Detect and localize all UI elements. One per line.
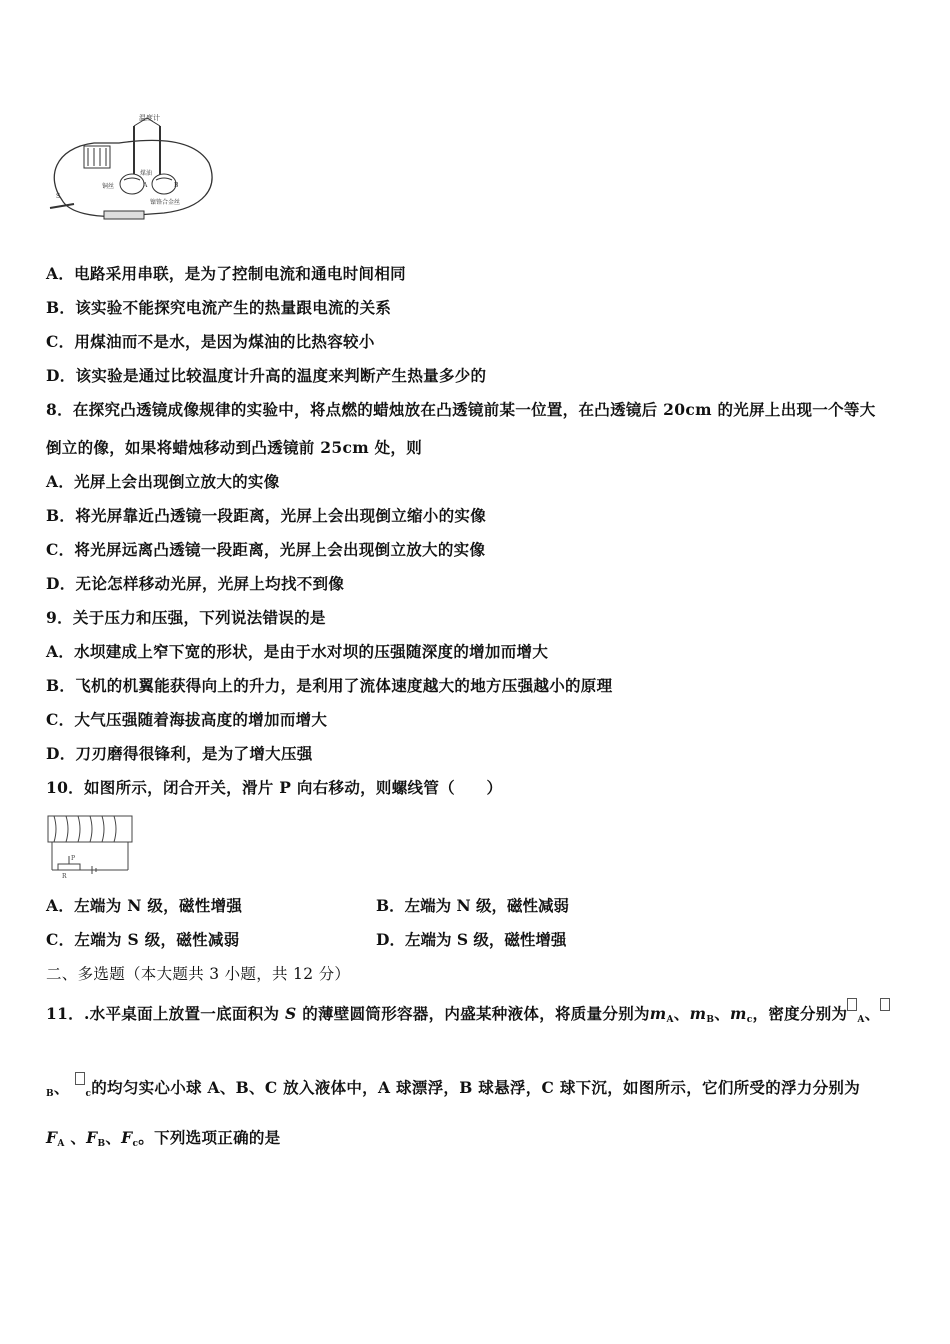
rho-symbol-icon [847,998,857,1011]
solenoid-figure [44,812,139,880]
copper-label: 铜丝 [102,183,115,190]
q8-option-c: C．将光屏远离凸透镜一段距离，光屏上会出现倒立放大的实像 [46,540,486,559]
q11-stem-line3 [46,1126,280,1148]
q9-option-d: D．刀刃磨得很锋利，是为了增大压强 [46,744,313,763]
q11-sub-a: A [57,1139,65,1149]
thermometer-label: 温度计 [139,114,160,122]
q11-var-s: S [284,1004,297,1023]
q11-sub-a: A [666,1015,674,1025]
label-b: B [174,182,179,189]
q11-sub-c: c [746,1015,753,1025]
q7-option-b: B．该实验不能探究电流产生的热量跟电流的关系 [46,298,392,317]
q11-var-m: m [730,1004,747,1023]
q11-text-5: 。下列选项正确的是 [138,1128,281,1147]
q8-stem-line1: 8．在探究凸透镜成像规律的实验中，将点燃的蜡烛放在凸透镜前某一位置，在凸透镜后 20cm 的光屏上出现一个等大 [46,400,876,419]
q11-var-f: F [46,1128,58,1147]
q11-var-f: F [121,1128,133,1147]
q10-stem: 10．如图所示，闭合开关，滑片 P 向右移动，则螺线管（ ） [46,778,503,797]
q11-sub-a: A [857,1015,865,1025]
q9-option-c: C．大气压强随着海拔高度的增加而增大 [46,710,328,729]
q9-option-a: A．水坝建成上窄下宽的形状，是由于水对坝的压强随深度的增加而增大 [46,642,549,661]
q11-var-f: F [86,1128,98,1147]
q11-sub-c: c [85,1089,92,1099]
section-multiple-choice: 二、多选题（本大题共 3 小题，共 12 分） [46,965,351,983]
label-a: A [143,182,148,189]
q11-stem-line2 [46,1076,860,1098]
q11-sub-b: B [97,1139,106,1149]
q11-text-2: 的薄壁圆筒形容器，内盛某种液体，将质量分别为 [302,1004,650,1023]
q7-option-d: D．该实验是通过比较温度计升高的温度来判断产生热量多少的 [46,366,487,385]
q10-option-d: D．左端为 S 级，磁性增强 [376,930,567,949]
label-s: S [56,193,61,200]
q11-text-4: 的均匀实心小球 A、B、C 放入液体中，A 球漂浮，B 球悬浮，C 球下沉，如图所示，它们所受的浮力分别为 [91,1078,861,1097]
q11-sep: 、 [864,1004,881,1023]
q11-var-m: m [689,1004,707,1023]
q11-sep: 、 [70,1128,87,1147]
q9-option-b: B．飞机的机翼能获得向上的升力，是利用了流体速度越大的地方压强越小的原理 [46,676,613,695]
kerosene-label: 煤油 [140,170,153,177]
slider-p-label: P [71,855,76,862]
q11-sep: 、 [105,1128,122,1147]
q10-option-c: C．左端为 S 级，磁性减弱 [46,930,240,949]
q11-sep: 、 [53,1078,70,1097]
q8-option-d: D．无论怎样移动光屏，光屏上均找不到像 [46,574,345,593]
q11-var-m: m [649,1004,667,1023]
q8-stem-line2: 倒立的像，如果将蜡烛移动到凸透镜前 25cm 处，则 [46,438,423,457]
rheostat-r-label: R [62,873,67,880]
q7-option-a: A．电路采用串联，是为了控制电流和通电时间相同 [46,264,406,283]
q11-sep: 、 [714,1004,731,1023]
q9-stem: 9．关于压力和压强，下列说法错误的是 [46,608,326,627]
q10-option-a: A．左端为 N 级，磁性增强 [46,896,243,915]
q11-stem-line1 [46,1002,890,1024]
joule-heating-figure [44,108,224,223]
q10-option-b: B．左端为 N 级，磁性减弱 [376,896,570,915]
q11-sub-c: c [132,1139,139,1149]
q11-sub-b: B [46,1089,54,1099]
q11-sep: 、 [673,1004,690,1023]
q11-text-1: 11．.水平桌面上放置一底面积为 [46,1004,280,1023]
q7-option-c: C．用煤油而不是水，是因为煤油的比热容较小 [46,332,375,351]
q8-option-b: B．将光屏靠近凸透镜一段距离，光屏上会出现倒立缩小的实像 [46,506,487,525]
nichrome-label: 镍铬合金丝 [150,199,181,206]
q11-sub-b: B [706,1015,715,1025]
rho-symbol-icon [75,1072,85,1085]
rho-symbol-icon [880,998,890,1011]
q8-option-a: A．光屏上会出现倒立放大的实像 [46,472,280,491]
q11-text-3: ，密度分别为 [752,1004,848,1023]
